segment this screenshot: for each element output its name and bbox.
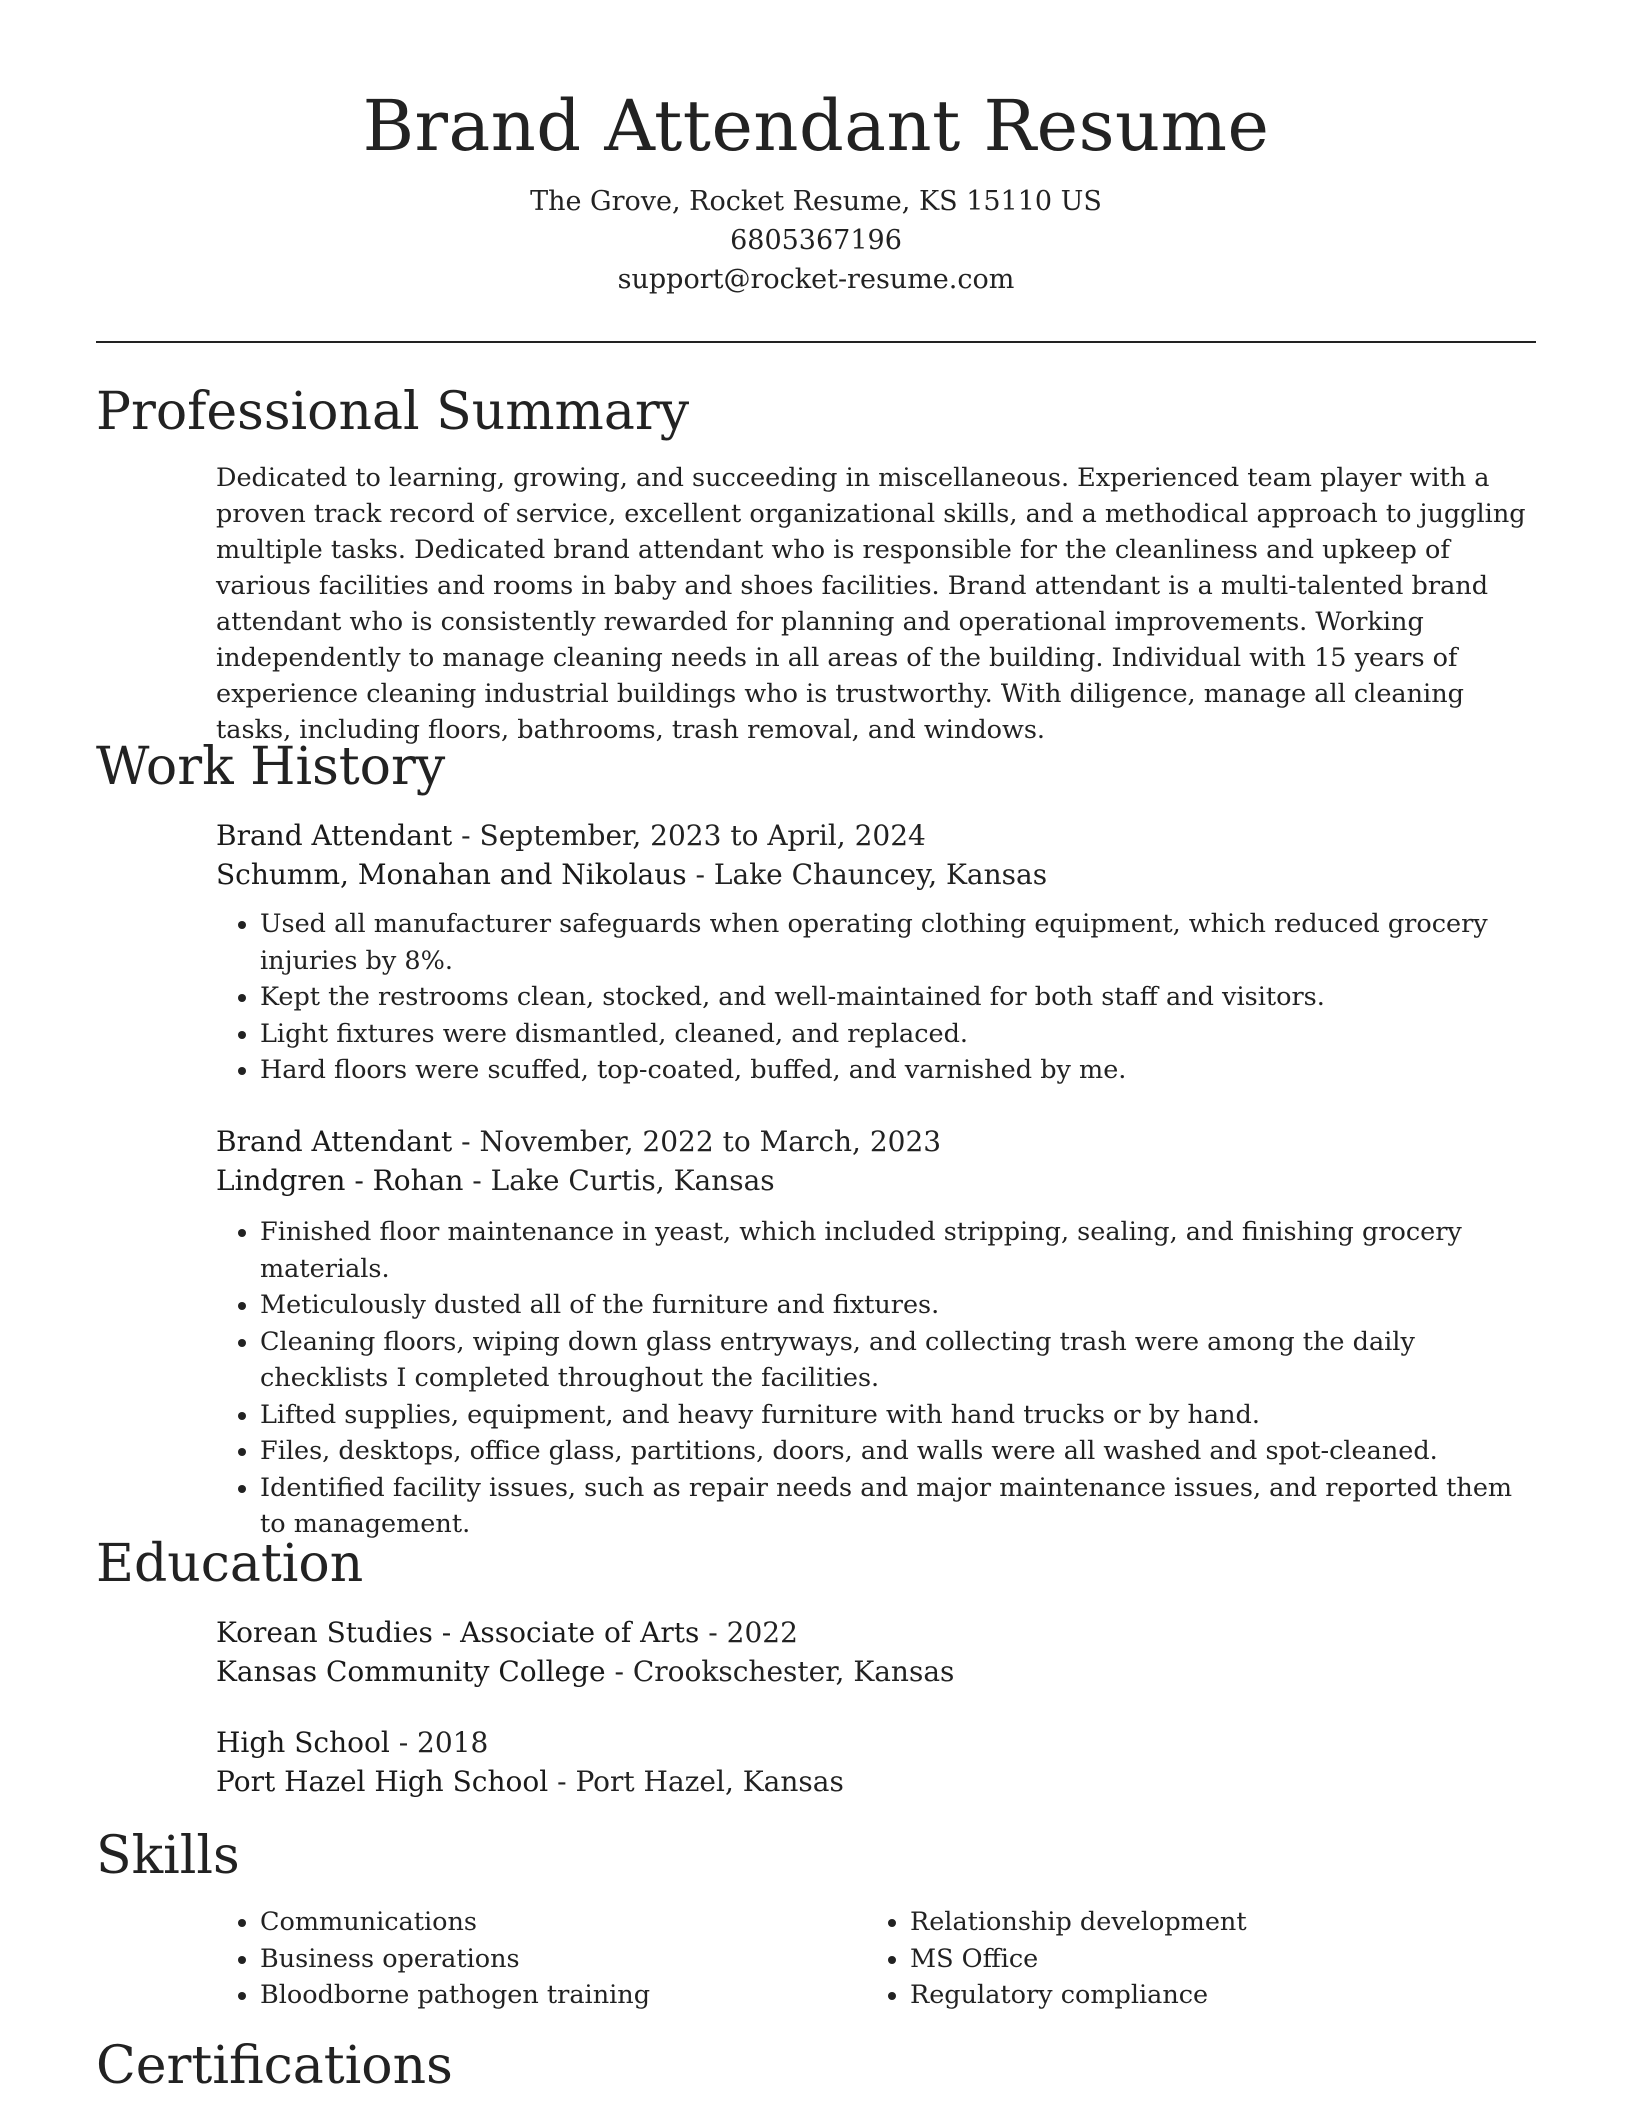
list-item: • Cleaning floors, wiping down glass entryways, and collecting trash were among the daily checklists I completed throughout the facilities. <box>260 1324 1536 1397</box>
list-item: • Identified facility issues, such as repair needs and major maintenance issues, and reported them to management. <box>260 1470 1536 1543</box>
education-degree: High School <box>216 1726 390 1759</box>
summary-section <box>216 460 1536 748</box>
job-title-line <box>216 1122 1536 1161</box>
job-title: Brand Attendant <box>216 1125 453 1158</box>
job-dates: - November, 2022 to March, 2023 <box>452 1125 942 1158</box>
list-item: • Used all manufacturer safeguards when operating clothing equipment, which reduced grocery injuries by 8%. <box>260 906 1536 979</box>
skill-item: • MS Office <box>910 1941 1516 1978</box>
list-item: • Hard floors were scuffed, top-coated, buffed, and varnished by me. <box>260 1052 1536 1089</box>
list-item: • Kept the restrooms clean, stocked, and well-maintained for both staff and visitors. <box>260 979 1536 1016</box>
education-degree-line <box>216 1723 1536 1762</box>
skill-item: • Relationship development <box>910 1904 1516 1941</box>
skill-item: • Business operations <box>260 1941 866 1978</box>
header-divider <box>96 341 1536 343</box>
education-entry-2 <box>216 1723 1536 1801</box>
skills-column-right <box>866 1904 1516 2014</box>
education-degree: Korean Studies - Associate of Arts <box>216 1616 700 1649</box>
education-heading: Education <box>96 1534 364 1594</box>
job-location: - Lake Curtis, Kansas <box>463 1164 775 1197</box>
education-school-line <box>216 1762 1536 1801</box>
job-location: - Lake Chauncey, Kansas <box>686 858 1048 891</box>
skill-item: • Bloodborne pathogen training <box>260 1977 866 2014</box>
list-item: • Finished floor maintenance in yeast, which included stripping, sealing, and finishing grocery materials. <box>260 1214 1536 1287</box>
skills-column-left <box>216 1904 866 2014</box>
education-school-line <box>216 1652 1536 1691</box>
job-duties <box>216 906 1536 1089</box>
education-year: - 2022 <box>699 1616 798 1649</box>
job-title: Brand Attendant <box>216 819 453 852</box>
certifications-heading: Certifications <box>96 2036 453 2096</box>
skills-section <box>216 1904 1536 2014</box>
job-company-line <box>216 855 1536 894</box>
education-degree-line <box>216 1613 1536 1652</box>
skills-heading: Skills <box>96 1826 240 1886</box>
summary-heading: Professional Summary <box>96 382 690 442</box>
skills-list-right <box>866 1904 1516 2014</box>
contact-email[interactable]: support@rocket-resume.com <box>617 264 1015 295</box>
education-entry-1 <box>216 1613 1536 1691</box>
education-location: - Port Hazel, Kansas <box>548 1765 844 1798</box>
job-company-line <box>216 1161 1536 1200</box>
job-company: Schumm, Monahan and Nikolaus <box>216 858 687 891</box>
list-item: • Meticulously dusted all of the furniture and fixtures. <box>260 1287 1536 1324</box>
education-year: - 2018 <box>389 1726 489 1759</box>
job-title-line <box>216 816 1536 855</box>
contact-phone: 6805367196 <box>730 225 902 256</box>
education-school: Port Hazel High School <box>216 1765 549 1798</box>
resume-title: Brand Attendant Resume <box>362 85 1270 167</box>
skills-list-left <box>216 1904 866 2014</box>
skill-item: • Regulatory compliance <box>910 1977 1516 2014</box>
list-item: • Lifted supplies, equipment, and heavy furniture with hand trucks or by hand. <box>260 1397 1536 1434</box>
list-item: • Files, desktops, office glass, partitions, doors, and walls were all washed and spot-cleaned. <box>260 1433 1536 1470</box>
contact-info <box>96 182 1536 299</box>
education-location: - Crookschester, Kansas <box>605 1655 955 1688</box>
education-school: Kansas Community College <box>216 1655 606 1688</box>
contact-address: The Grove, Rocket Resume, KS 15110 US <box>530 186 1102 217</box>
job-entry-2 <box>216 1122 1536 1543</box>
resume-header <box>96 84 1536 299</box>
skill-item: • Communications <box>260 1904 866 1941</box>
list-item: • Light fixtures were dismantled, cleaned, and replaced. <box>260 1016 1536 1053</box>
job-dates: - September, 2023 to April, 2024 <box>452 819 926 852</box>
work-history-heading: Work History <box>96 737 446 797</box>
summary-text: Dedicated to learning, growing, and succeeding in miscellaneous. Experienced team player with a proven track record of service, excellent organizational skills, and a methodical approach to juggling multiple tasks. Dedicated brand attendant who is responsible for the cleanliness and upkeep of various facilities and rooms in baby and shoes facilities. Brand attendant is a multi-talented brand attendant who is consistently rewarded for planning and operational improvements. Working independently to manage cleaning needs in all areas of the building. Individual with 15 years of experience cleaning industrial buildings who is trustworthy. With diligence, manage all cleaning tasks, including floors, bathrooms, trash removal, and windows. <box>216 463 1526 745</box>
job-entry-1 <box>216 816 1536 1089</box>
job-company: Lindgren - Rohan <box>216 1164 464 1197</box>
job-duties <box>216 1214 1536 1543</box>
